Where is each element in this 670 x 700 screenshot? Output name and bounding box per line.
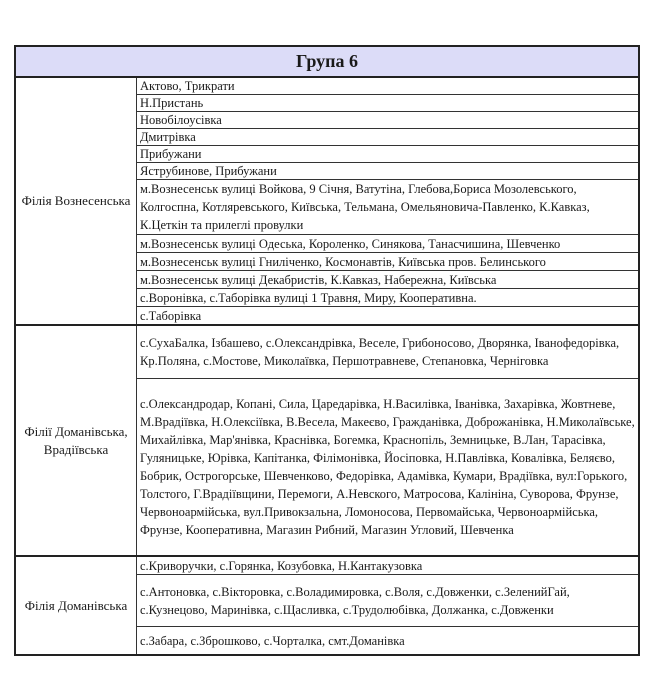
row-text: м.Вознесенськ вулиці Декабристів, К.Кавказ, Набережна, Київська [140, 272, 497, 287]
section-label: Філії Доманівська, Врадіївська [16, 326, 137, 555]
row-text: с.Антоновка, с.Вікторовка, с.Воладимировка, с.Воля, с.Довженки, с.ЗеленийГай, с.Кузнецово, Маринівка, с.Щасливка, с.Трудолюбівка, Должанка, с.Довженки [140, 584, 570, 617]
row-text: Новобілоусівка [140, 113, 222, 127]
table-row [137, 146, 638, 163]
table-row [137, 180, 638, 235]
section-rows [137, 326, 638, 555]
row-text: Н.Пристань [140, 96, 204, 110]
table-row [137, 557, 638, 575]
table-row [137, 379, 638, 555]
section-voznesenska [16, 78, 638, 326]
section-label: Філія Вознесенська [16, 78, 137, 324]
table-row [137, 163, 638, 180]
row-text: Прибужани [140, 147, 202, 161]
table-row [137, 271, 638, 289]
row-text: м.Вознесенськ вулиці Гниліченко, Космонавтів, Київська пров. Белинського [140, 254, 546, 269]
row-text: Дмитрівка [140, 130, 196, 144]
table-row [137, 326, 638, 379]
table-row [137, 95, 638, 112]
row-text: с.Таборівка [140, 308, 202, 323]
row-text: Актово, Трикрати [140, 79, 235, 93]
section-rows [137, 557, 638, 654]
row-text: с.Забара, с.Зброшково, с.Чорталка, смт.Доманівка [140, 633, 405, 648]
table-row [137, 627, 638, 654]
section-rows [137, 78, 638, 324]
table-row [137, 235, 638, 253]
row-text: с.Криворучки, с.Горянка, Козубовка, Н.Кантакузовка [140, 558, 423, 573]
section-label: Філія Доманівська [16, 557, 137, 654]
table-row [137, 289, 638, 307]
table-title: Група 6 [16, 47, 638, 78]
table-row [137, 307, 638, 324]
row-text: с.Воронівка, с.Таборівка вулиці 1 Травня, Миру, Кооперативна. [140, 290, 477, 305]
table-row [137, 129, 638, 146]
section-domanivska [16, 557, 638, 654]
row-text: м.Вознесенськ вулиці Одеська, Короленко, Синякова, Танасчишина, Шевченко [140, 236, 561, 251]
section-domanivska-vradiivska [16, 326, 638, 557]
row-text: с.Олександродар, Копані, Сила, Царедарівка, Н.Василівка, Іванівка, Захарівка, Жовтневе, М.Врадіївка, Н.Олексіївка, В.Весела, Макеєво, Гражданівка, Доброжанівка, Н.Миколаївське, Михайлівка, Мар'янівка, Краснівка, Богемка, Краснопіль, Земницьке, В.Лан, Тарасівка, Гуляницьке, Юрівка, Капітанка, Філімонівка, Йосіповка, Н.Павлівка, Ковалівка, Беляєво, Бобрик, Острогорське, Шевченково, Федорівка, Адамівка, Кумари, Врадіївка, вул:Горького, Толстого, Г.Врадіївщини, Перемоги, А.Невского, Матросова, Калініна, Суворова, Фрунзе, Червоноармійська, вул.Привокзальна, Ломоносова, Первомайська, Червоноармійська, Фрунзе, Кооперативна, Магазин Рибний, Магазин Угловий, Шевченка [140, 397, 635, 537]
row-text: м.Вознесенськ вулиці Войкова, 9 Січня, Ватутіна, Глебова,Бориса Мозолевського, Колгоспна, Котляревського, Київська, Тельмана, Омельяновича-Павленко, К.Кавказ, К.Цеткін та прилеглі провулки [140, 182, 590, 232]
table-row [137, 253, 638, 271]
row-text: Яструбинове, Прибужани [140, 164, 277, 178]
table-row [137, 112, 638, 129]
schedule-table [14, 45, 640, 656]
table-row [137, 78, 638, 95]
row-text: с.СухаБалка, Ізбашево, с.Олександрівка, Веселе, Грибоносово, Дворянка, Іванофедорівка, Кр.Поляна, с.Мостове, Миколаївка, Першотравневе, Степановка, Черніговка [140, 336, 620, 368]
table-row [137, 575, 638, 627]
